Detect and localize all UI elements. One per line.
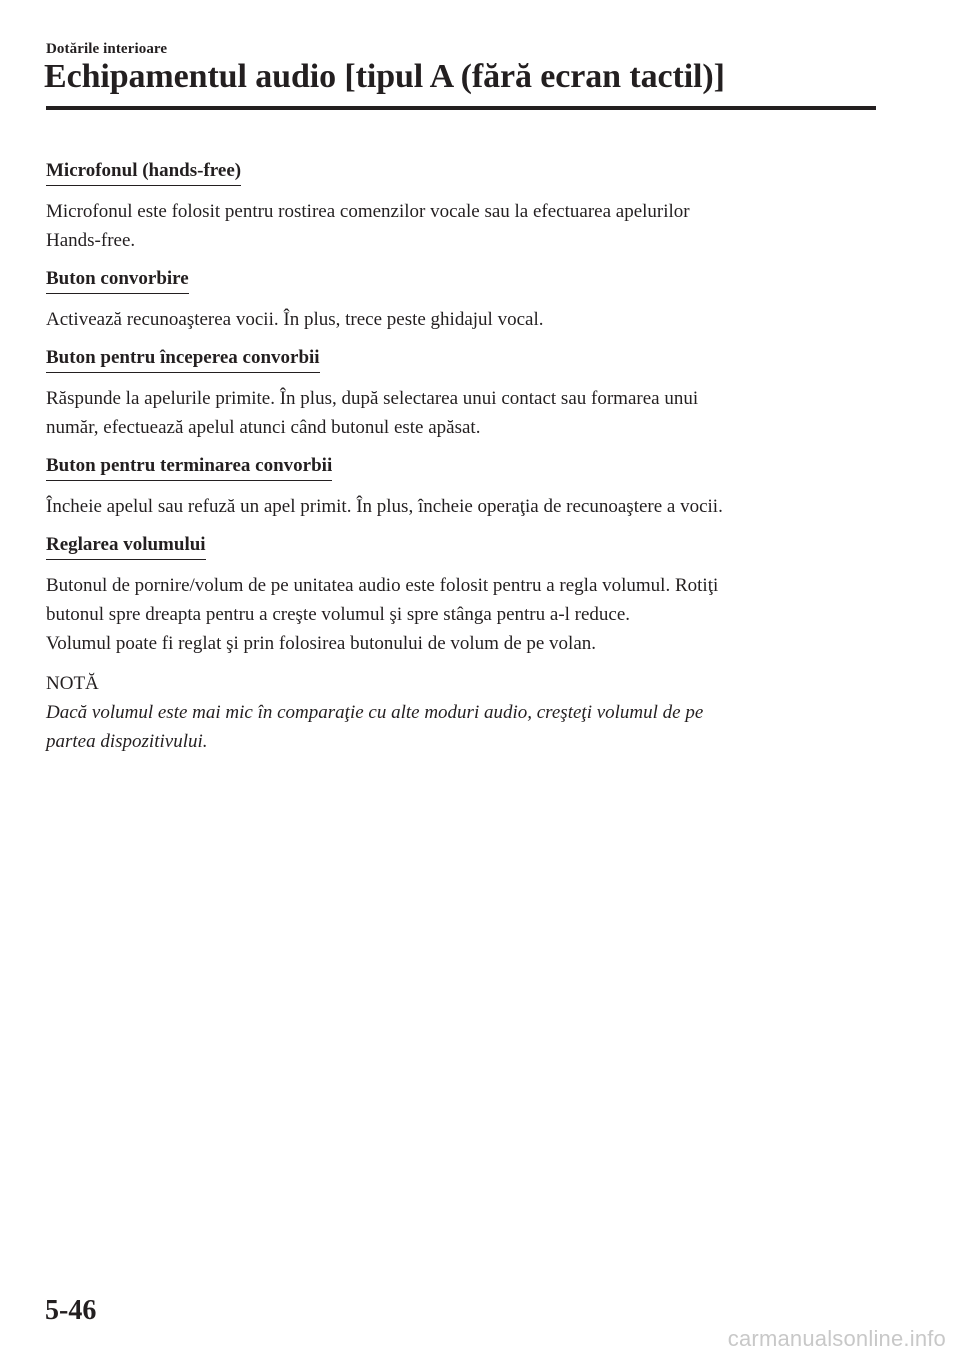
section-text: [46, 492, 876, 521]
text-line: partea dispozitivului.: [46, 731, 208, 752]
section-volume-adjustment: [46, 533, 876, 658]
section-pick-up-button: [46, 346, 876, 442]
section-heading: Reglarea volumului: [46, 533, 206, 560]
text-line: Dacă volumul este mai mic în comparaţie cu alte moduri audio, creşteţi volumul de pe: [46, 702, 704, 723]
page-number: 5-46: [45, 1295, 97, 1326]
text-line: butonul spre dreapta pentru a creşte volumul şi spre stânga pentru a-l reduce.: [46, 604, 631, 625]
note-box: [46, 670, 876, 756]
section-microphone: [46, 159, 876, 255]
text-line: Volumul poate fi reglat şi prin folosirea butonului de volum de pe volan.: [46, 633, 597, 654]
note-label: NOTĂ: [46, 673, 99, 694]
section-text: [46, 305, 876, 334]
section-hang-up-button: [46, 454, 876, 521]
section-heading: Buton pentru începerea convorbii: [46, 346, 320, 373]
text-line: Activează recunoaşterea vocii. În plus, trece peste ghidajul vocal.: [46, 309, 544, 330]
text-line: Hands-free.: [46, 230, 136, 251]
section-heading: Buton convorbire: [46, 267, 189, 294]
section-text: [46, 571, 876, 658]
note-text: [46, 698, 876, 756]
text-line: Răspunde la apelurile primite. În plus, după selectarea unui contact sau formarea unui: [46, 388, 699, 409]
text-line: număr, efectuează apelul atunci când butonul este apăsat.: [46, 417, 481, 438]
section-heading: Microfonul (hands-free): [46, 159, 241, 186]
section-text: [46, 197, 876, 255]
text-line: Microfonul este folosit pentru rostirea comenzilor vocale sau la efectuarea apelurilor: [46, 201, 690, 222]
watermark: carmanualsonline.info: [727, 1326, 946, 1351]
chapter-label: Dotările interioare: [46, 41, 168, 57]
text-line: Încheie apelul sau refuză un apel primit. În plus, încheie operaţia de recunoaştere a vocii.: [46, 496, 723, 517]
section-text: [46, 384, 876, 442]
section-heading: Buton pentru terminarea convorbii: [46, 454, 332, 481]
page-title: Echipamentul audio [tipul A (fără ecran tactil)]: [44, 58, 725, 95]
content-body: [46, 159, 876, 756]
title-divider: [46, 106, 876, 110]
text-line: Butonul de pornire/volum de pe unitatea audio este folosit pentru a regla volumul. Rotiţi: [46, 575, 719, 596]
section-talk-button: [46, 267, 876, 334]
